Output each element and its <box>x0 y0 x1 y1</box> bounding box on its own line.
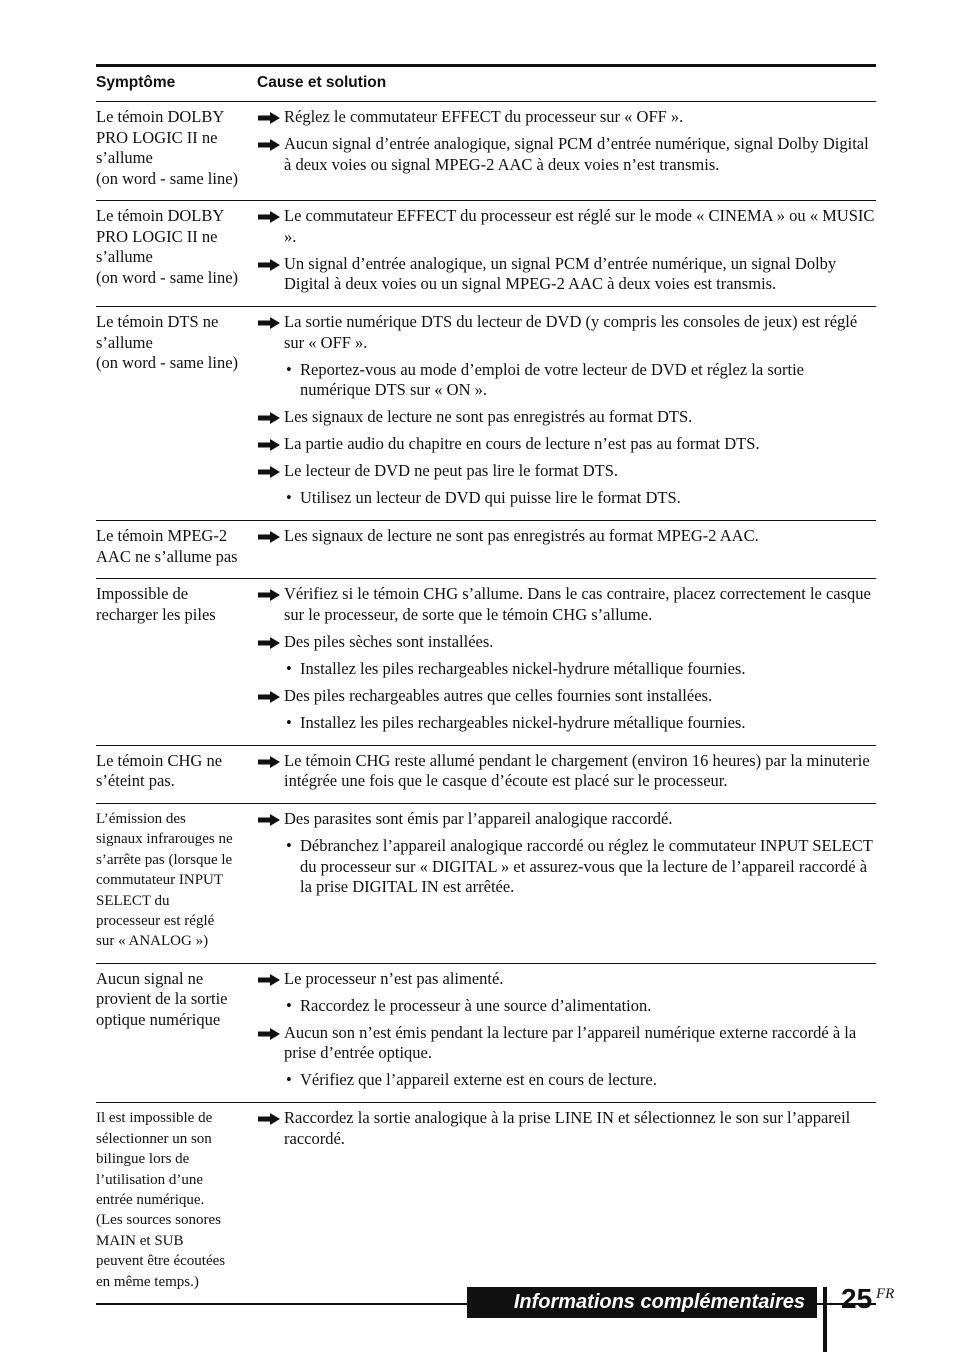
item-text: Le lecteur de DVD ne peut pas lire le format DTS. <box>284 461 619 480</box>
item-text: Raccordez le processeur à une source d’alimentation. <box>300 995 652 1015</box>
symptom-cell <box>96 102 257 201</box>
symptom-line: commutateur INPUT <box>96 872 224 889</box>
item-text: Le témoin CHG reste allumé pendant le chargement (environ 16 heures) par la minuterie intégrée une fois que le casque d’écoute est placé sur le processeur. <box>284 750 870 790</box>
item-text: Aucun signal d’entrée analogique, signal PCM d’entrée numérique, signal Dolby Digital à deux voies ou signal MPEG-2 AAC à deux voies n’est transmis. <box>284 134 869 174</box>
item-text: Installez les piles rechargeables nickel-hydrure métallique fournies. <box>300 658 746 678</box>
cause-solution-cell <box>257 307 876 521</box>
symptom-cell <box>96 307 257 521</box>
symptom-line: peuvent être écoutées <box>96 1253 226 1270</box>
symptom-line: SELECT du <box>96 892 170 909</box>
symptom-line: signaux infrarouges ne <box>96 831 233 848</box>
item-text: Débranchez l’appareil analogique raccordé ou réglez le commutateur INPUT SELECT du processeur sur « DIGITAL » et assurez-vous que la lecture de l’appareil raccordé à la prise DIGITAL IN est arrêtée. <box>300 836 873 896</box>
cause-item <box>257 969 876 990</box>
item-text: Aucun son n’est émis pendant la lecture par l’appareil numérique externe raccordé à la prise d’entrée optique. <box>284 1022 857 1063</box>
symptom-line: PRO LOGIC II ne <box>96 226 218 246</box>
symptom-cell <box>96 963 257 1103</box>
page-language-suffix: FR <box>876 1286 895 1302</box>
item-text: Les signaux de lecture ne sont pas enregistrés au format MPEG-2 AAC. <box>284 526 759 545</box>
arrow-right-icon <box>258 112 280 124</box>
cause-solution-cell <box>257 201 876 307</box>
table-row <box>96 745 876 804</box>
symptom-line: l’utilisation d’une <box>96 1171 204 1188</box>
cause-solution-cell <box>257 1103 876 1304</box>
symptom-line: optique numérique <box>96 1009 221 1029</box>
section-label: Informations complémentaires <box>467 1287 817 1318</box>
item-text: Des piles rechargeables autres que celles fournies sont installées. <box>284 685 713 705</box>
table-row <box>96 579 876 746</box>
solution-bullet-item <box>257 713 876 734</box>
arrow-right-icon <box>258 691 280 703</box>
solution-bullet-item <box>257 659 876 680</box>
cause-item <box>257 407 876 428</box>
symptom-line: Le témoin DOLBY <box>96 107 225 126</box>
item-text: Installez les piles rechargeables nickel-hydrure métallique fournies. <box>300 712 746 732</box>
symptom-line: entrée numérique. <box>96 1191 205 1208</box>
table-header-row <box>96 67 876 102</box>
arrow-right-icon <box>258 1028 280 1040</box>
cause-item <box>257 809 876 830</box>
cause-item <box>257 526 876 547</box>
table-row <box>96 201 876 307</box>
cause-solution-cell <box>257 963 876 1103</box>
arrow-right-icon <box>258 814 280 826</box>
arrow-right-icon <box>258 589 280 601</box>
arrow-right-icon <box>258 439 280 451</box>
item-text: La sortie numérique DTS du lecteur de DVD (y compris les consoles de jeux) est réglé sur « OFF ». <box>284 312 858 352</box>
table-row <box>96 1103 876 1304</box>
item-text: Reportez-vous au mode d’emploi de votre lecteur de DVD et réglez la sortie numérique DTS sur « ON ». <box>300 359 804 399</box>
cause-item <box>257 461 876 482</box>
symptom-line: Le témoin DTS ne <box>96 312 219 331</box>
arrow-right-icon <box>258 317 280 329</box>
table-row <box>96 521 876 579</box>
table-row <box>96 102 876 201</box>
symptom-line: s’allume <box>96 332 153 352</box>
table-row <box>96 963 876 1103</box>
item-text: Raccordez la sortie analogique à la prise LINE IN et sélectionnez le son sur l’appareil raccordé. <box>284 1108 851 1148</box>
symptom-line: Impossible de <box>96 584 189 603</box>
symptom-line: (on word - same line) <box>96 168 239 188</box>
troubleshooting-table <box>96 67 876 1305</box>
arrow-right-icon <box>258 756 280 768</box>
item-text: Vérifiez que l’appareil externe est en cours de lecture. <box>300 1070 657 1090</box>
cause-item <box>257 686 876 707</box>
arrow-right-icon <box>258 412 280 424</box>
bullet-icon: • <box>286 712 292 732</box>
table-row <box>96 804 876 964</box>
item-text: Réglez le commutateur EFFECT du processeur sur « OFF ». <box>284 107 684 126</box>
item-text: Utilisez un lecteur de DVD qui puisse lire le format DTS. <box>300 488 681 507</box>
bullet-icon: • <box>286 359 292 379</box>
symptom-line: Le témoin DOLBY <box>96 206 225 225</box>
cause-item <box>257 254 876 295</box>
symptom-line: Aucun signal ne <box>96 968 204 988</box>
header-symptom: Symptôme <box>96 67 257 102</box>
cause-solution-cell <box>257 521 876 579</box>
table-body <box>96 102 876 1305</box>
symptom-line: provient de la sortie <box>96 989 228 1009</box>
item-text: Un signal d’entrée analogique, un signal PCM d’entrée numérique, un signal Dolby Digital à deux voies ou un signal MPEG-2 AAC à deux voies est transmis. <box>284 253 837 293</box>
item-text: Vérifiez si le témoin CHG s’allume. Dans le cas contraire, placez correctement le casque sur le processeur, de sorte que le témoin CHG s’allume. <box>284 584 871 624</box>
symptom-line: s’éteint pas. <box>96 771 175 790</box>
page-edge-bar <box>823 1287 827 1352</box>
arrow-right-icon <box>258 1113 280 1125</box>
symptom-cell <box>96 579 257 746</box>
cause-item <box>257 751 876 792</box>
bullet-icon: • <box>286 658 292 678</box>
item-text: Des parasites sont émis par l’appareil analogique raccordé. <box>284 809 673 828</box>
symptom-cell <box>96 521 257 579</box>
cause-item <box>257 1023 876 1064</box>
symptom-line: processeur est réglé <box>96 913 215 930</box>
arrow-right-icon <box>258 466 280 478</box>
item-text: Le processeur n’est pas alimenté. <box>284 968 504 988</box>
symptom-line: (on word - same line) <box>96 267 239 287</box>
header-cause-solution: Cause et solution <box>257 67 876 102</box>
symptom-line: s’allume <box>96 247 153 266</box>
symptom-line: (Les sources sonores <box>96 1212 221 1229</box>
solution-bullet-item <box>257 1070 876 1091</box>
symptom-line: Le témoin MPEG-2 <box>96 526 228 545</box>
arrow-right-icon <box>258 637 280 649</box>
cause-item <box>257 434 876 455</box>
bullet-icon: • <box>286 836 292 855</box>
solution-bullet-item <box>257 488 876 509</box>
symptom-line: MAIN et SUB <box>96 1232 184 1249</box>
symptom-line: Il est impossible de <box>96 1110 213 1127</box>
cause-item <box>257 206 876 247</box>
symptom-cell <box>96 804 257 964</box>
bullet-icon: • <box>286 995 292 1015</box>
symptom-cell <box>96 745 257 804</box>
solution-bullet-item <box>257 996 876 1017</box>
arrow-right-icon <box>258 139 280 151</box>
item-text: Des piles sèches sont installées. <box>284 631 494 651</box>
item-text: Les signaux de lecture ne sont pas enregistrés au format DTS. <box>284 407 693 426</box>
symptom-line: bilingue lors de <box>96 1151 190 1168</box>
symptom-cell <box>96 1103 257 1304</box>
arrow-right-icon <box>258 259 280 271</box>
cause-item <box>257 134 876 175</box>
symptom-line: recharger les piles <box>96 604 216 624</box>
cause-item <box>257 584 876 625</box>
symptom-line: L’émission des <box>96 811 186 827</box>
cause-solution-cell <box>257 745 876 804</box>
cause-item <box>257 1108 876 1149</box>
cause-item <box>257 107 876 128</box>
symptom-line: en même temps.) <box>96 1273 199 1290</box>
bullet-icon: • <box>286 1070 292 1090</box>
cause-solution-cell <box>257 804 876 964</box>
bullet-icon: • <box>286 488 292 507</box>
solution-bullet-item <box>257 836 876 898</box>
symptom-line: AAC ne s’allume pas <box>96 546 238 566</box>
cause-item <box>257 312 876 353</box>
item-text: Le commutateur EFFECT du processeur est réglé sur le mode « CINEMA » ou « MUSIC ». <box>284 206 875 246</box>
page-number: 25 <box>841 1283 873 1314</box>
cause-item <box>257 632 876 653</box>
table-row <box>96 307 876 521</box>
symptom-line: s’allume <box>96 148 153 167</box>
symptom-line: (on word - same line) <box>96 353 239 372</box>
item-text: La partie audio du chapitre en cours de lecture n’est pas au format DTS. <box>284 434 760 453</box>
symptom-cell <box>96 201 257 307</box>
symptom-line: PRO LOGIC II ne <box>96 127 218 147</box>
cause-solution-cell <box>257 579 876 746</box>
arrow-right-icon <box>258 974 280 986</box>
symptom-line: Le témoin CHG ne <box>96 750 223 770</box>
arrow-right-icon <box>258 211 280 223</box>
symptom-line: s’arrête pas (lorsque le <box>96 851 233 868</box>
arrow-right-icon <box>258 531 280 543</box>
solution-bullet-item <box>257 360 876 401</box>
symptom-line: sélectionner un son <box>96 1130 212 1147</box>
symptom-line: sur « ANALOG ») <box>96 933 209 950</box>
cause-solution-cell <box>257 102 876 201</box>
